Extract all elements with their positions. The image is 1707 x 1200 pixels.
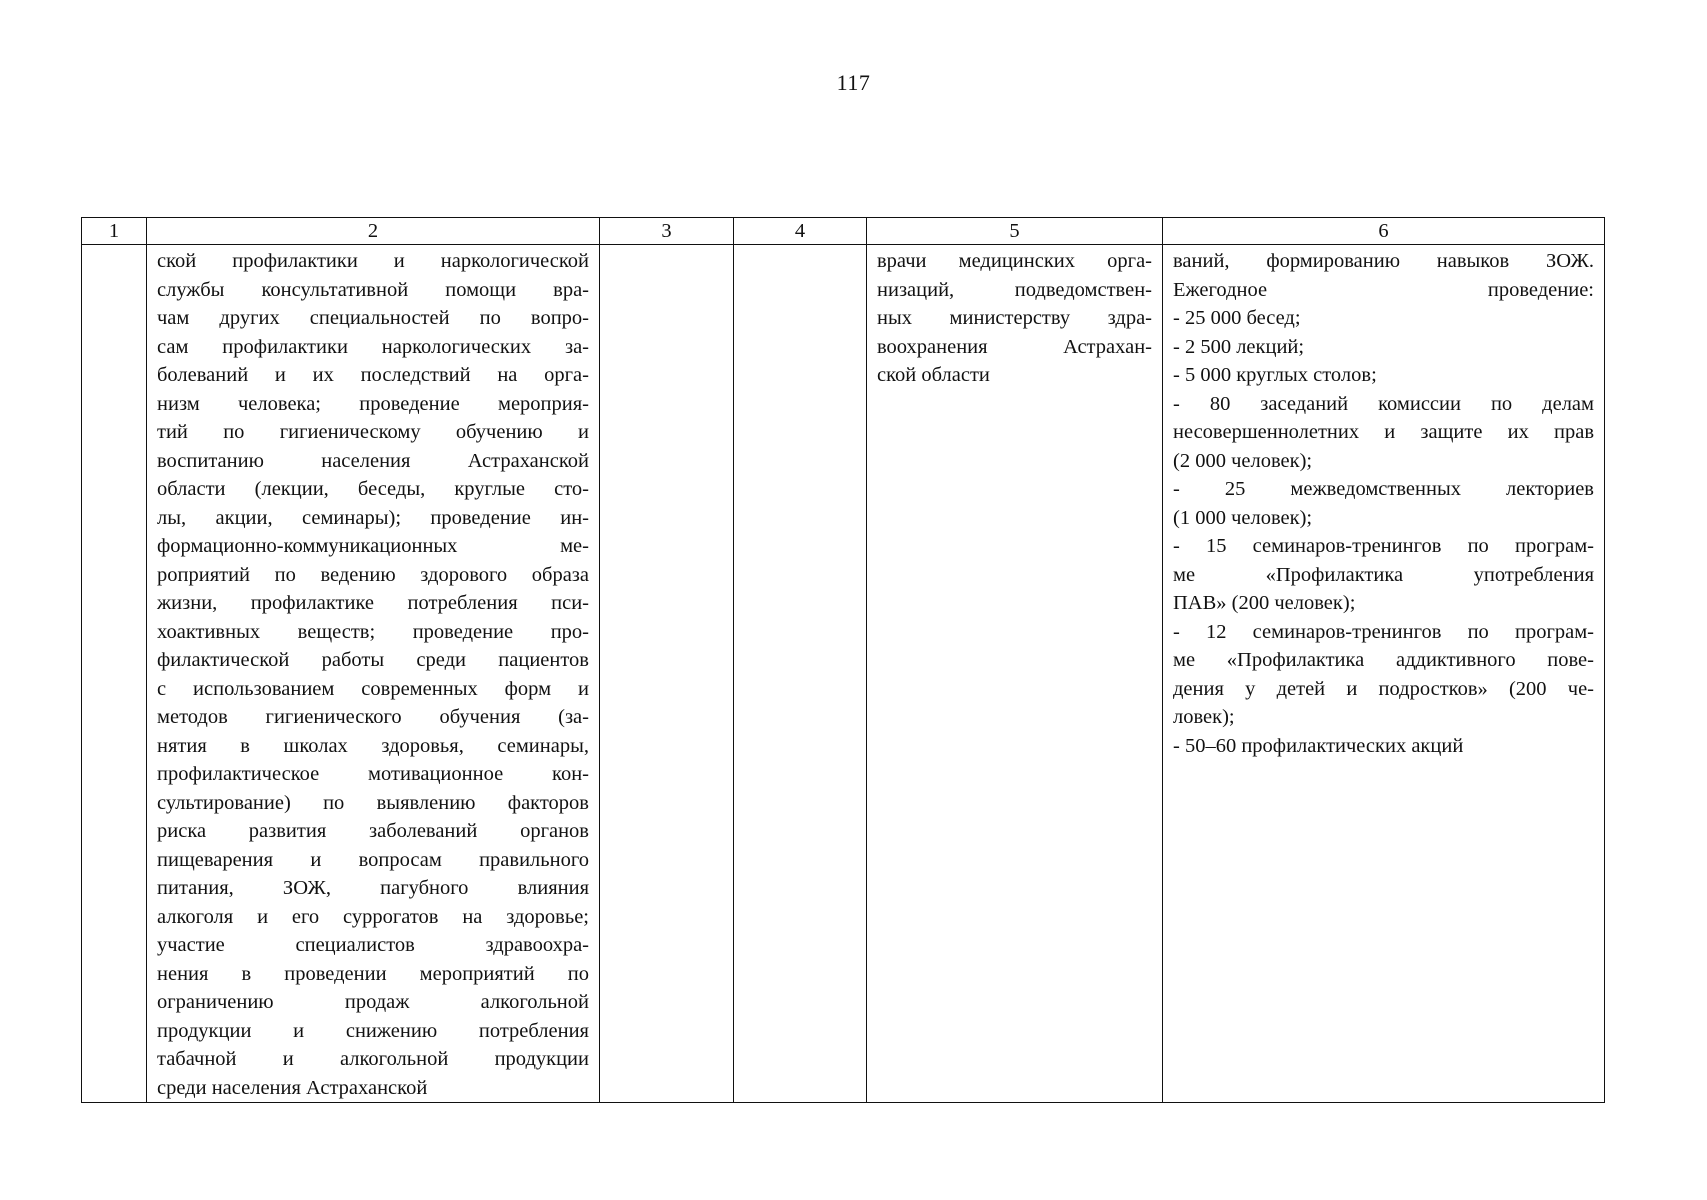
- text-line: питания, ЗОЖ, пагубного влияния: [157, 877, 589, 899]
- text-line: ской области: [877, 364, 990, 386]
- results-text: [1163, 245, 1604, 760]
- text-line: лы, акции, семинары); проведение ин-: [157, 506, 589, 529]
- text-line: низм человека; проведение мероприя-: [157, 392, 589, 415]
- column-header-6: 6: [1163, 218, 1605, 245]
- text-line: Ежегодное проведение:: [1173, 278, 1594, 301]
- text-line: (2 000 человек);: [1173, 449, 1313, 472]
- text-line: дения у детей и подростков» (200 че-: [1173, 677, 1594, 700]
- column-header-5: 5: [867, 218, 1163, 245]
- text-line: - 80 заседаний комиссии по делам: [1173, 392, 1594, 415]
- text-line: ме «Профилактика употребления: [1173, 563, 1594, 586]
- text-line: низаций, подведомствен-: [877, 278, 1152, 301]
- text-line: - 50–60 профилактических акций: [1173, 734, 1464, 757]
- text-line: службы консультативной помощи вра-: [157, 278, 589, 301]
- text-line: пищеварения и вопросам правильного: [157, 848, 589, 871]
- text-line: с использованием современных форм и: [157, 677, 589, 700]
- cell-col4: [734, 245, 867, 1103]
- text-line: болеваний и их последствий на орга-: [157, 364, 589, 386]
- text-line: ме «Профилактика аддиктивного пове-: [1173, 649, 1594, 671]
- text-line: формационно-коммуникационных ме-: [157, 535, 589, 557]
- text-line: риска развития заболеваний органов: [157, 820, 589, 842]
- text-line: нятия в школах здоровья, семинары,: [157, 734, 589, 757]
- activities-text: [147, 245, 599, 1102]
- text-line: ограничению продаж алкогольной: [157, 991, 589, 1013]
- text-line: воспитанию населения Астраханской: [157, 449, 589, 472]
- text-line: продукции и снижению потребления: [157, 1019, 589, 1042]
- cell-col2-activities: [147, 245, 600, 1103]
- text-line: жизни, профилактике потребления пси-: [157, 592, 589, 614]
- text-line: ных министерству здра-: [877, 307, 1152, 329]
- cell-col1: [82, 245, 147, 1103]
- cell-col3: [600, 245, 734, 1103]
- text-line: - 25 000 бесед;: [1173, 307, 1301, 329]
- text-line: - 12 семинаров-тренингов по програм-: [1173, 620, 1594, 643]
- text-line: участие специалистов здравоохра-: [157, 934, 589, 956]
- text-line: несовершеннолетних и защите их прав: [1173, 421, 1594, 443]
- text-line: - 2 500 лекций;: [1173, 335, 1305, 358]
- text-line: сам профилактики наркологических за-: [157, 335, 589, 358]
- executors-text: [867, 245, 1162, 390]
- cell-col6-results: [1163, 245, 1605, 1103]
- text-line: воохранения Астрахан-: [877, 335, 1152, 358]
- column-header-2: 2: [147, 218, 600, 245]
- text-line: роприятий по ведению здорового образа: [157, 563, 589, 586]
- table-header-row: [82, 218, 1605, 245]
- column-header-4: 4: [734, 218, 867, 245]
- text-line: тий по гигиеническому обучению и: [157, 421, 589, 443]
- text-line: методов гигиенического обучения (за-: [157, 706, 589, 728]
- text-line: ской профилактики и наркологической: [157, 250, 589, 272]
- cell-col5-executors: [867, 245, 1163, 1103]
- text-line: врачи медицинских орга-: [877, 250, 1152, 272]
- text-line: профилактическое мотивационное кон-: [157, 763, 589, 785]
- text-line: ваний, формированию навыков ЗОЖ.: [1173, 250, 1594, 272]
- text-line: - 25 межведомственных лекториев: [1173, 478, 1594, 500]
- text-line: ПАВ» (200 человек);: [1173, 592, 1356, 614]
- text-line: среди населения Астраханской: [157, 1076, 428, 1099]
- text-line: - 15 семинаров-тренингов по програм-: [1173, 535, 1594, 557]
- program-table: [81, 217, 1605, 1103]
- text-line: области (лекции, беседы, круглые сто-: [157, 478, 589, 500]
- page-number: 117: [836, 70, 871, 95]
- text-line: (1 000 человек);: [1173, 506, 1313, 529]
- text-line: хоактивных веществ; проведение про-: [157, 620, 589, 643]
- text-line: филактической работы среди пациентов: [157, 649, 589, 671]
- text-line: нения в проведении мероприятий по: [157, 962, 589, 985]
- text-line: чам других специальностей по вопро-: [157, 307, 589, 329]
- text-line: табачной и алкогольной продукции: [157, 1048, 589, 1070]
- table-row: [82, 245, 1605, 1103]
- column-header-3: 3: [600, 218, 734, 245]
- text-line: алкоголя и его суррогатов на здоровье;: [157, 905, 589, 928]
- text-line: ловек);: [1173, 706, 1235, 728]
- text-line: сультирование) по выявлению факторов: [157, 791, 589, 814]
- text-line: - 5 000 круглых столов;: [1173, 364, 1377, 386]
- column-header-1: 1: [82, 218, 147, 245]
